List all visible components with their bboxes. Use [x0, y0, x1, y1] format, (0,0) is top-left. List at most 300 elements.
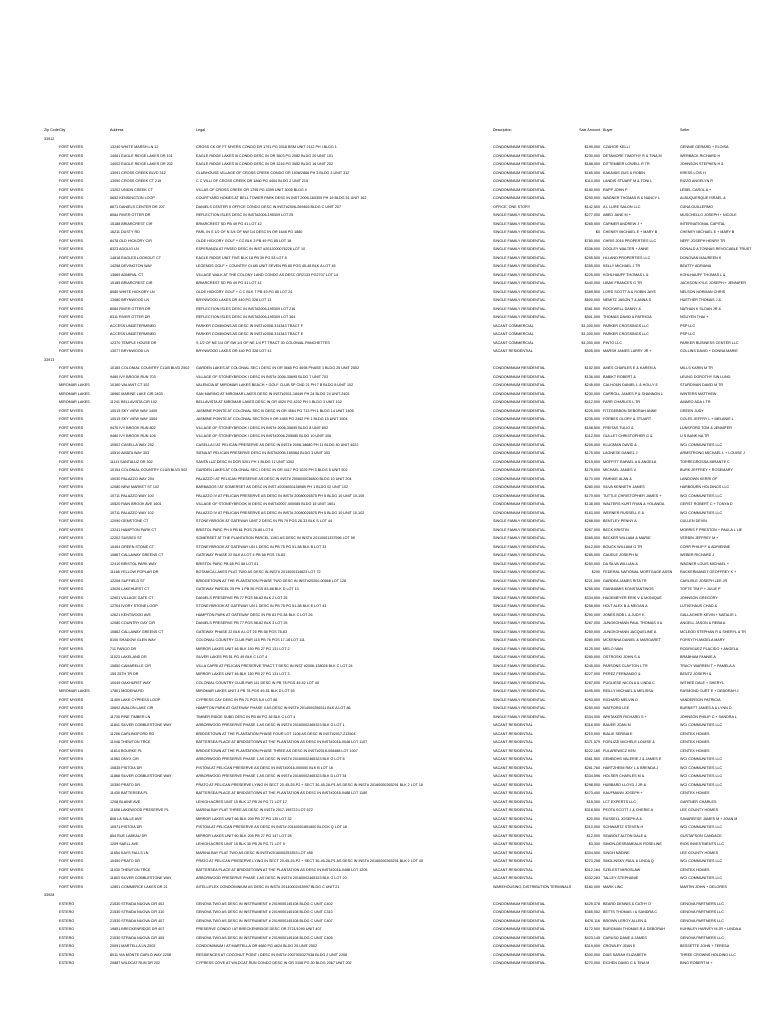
cell-buyer: PEREZ FERNANDO & [603, 672, 641, 676]
cell-address: 11430 BATTERSEA PL [110, 791, 148, 795]
cell-legal: PISTOIA AT PELICAN PRESERVE AS DESC IN INST# 20160001891800 BLOCK Q LOT 18 [196, 825, 347, 829]
cell-seller: PSP LLC [680, 332, 696, 336]
table-row [0, 560, 770, 569]
cell-address: 20091 MARTELLA LN 2502 [110, 944, 156, 948]
table-row [0, 577, 770, 586]
cell-city: FORT MYERS [59, 587, 84, 591]
cell-buyer: MARK LINC [603, 884, 624, 889]
cell-sale-amount: $256,000 [584, 604, 600, 608]
cell-seller: LUNSFORD TOM & JENNIFER [680, 425, 732, 430]
cell-sale-amount: $334,596 [584, 774, 600, 778]
cell-city: FORT MYERS [59, 170, 84, 175]
cell-description: SINGLE FAMILY RESIDENTIAL [493, 544, 546, 549]
table-row [0, 449, 770, 458]
cell-city: FORT MYERS [59, 714, 84, 719]
cell-city: FORT MYERS [59, 570, 84, 574]
cell-sale-amount: $199,000 [584, 145, 600, 149]
cell-address: 11030 THEWTON TRCE [110, 867, 151, 872]
cell-seller: CENTEX HOMES [680, 748, 710, 753]
cell-legal: VILLAGE OF STONEYBROOK III DESC IN INST#2007-000085 BLDG 15 UNIT 1601 [196, 502, 336, 506]
table-row [0, 441, 770, 450]
zip-code-label: 33928 [44, 893, 55, 897]
cell-address: 1259 SAELL AVE [110, 842, 139, 846]
cell-seller: RACKERMANDT GEOFFREY K + [680, 570, 737, 574]
cell-description: VACANT RESIDENTIAL [493, 723, 533, 727]
cell-legal: DANIELS PRESERVE PB 77 PGS 58-62 BLK 2 LOT 25 [196, 595, 288, 600]
cell-city: FORT MYERS [59, 757, 84, 761]
table-row [0, 551, 770, 560]
cell-sale-amount: $270,000 [584, 961, 600, 965]
cell-seller: CARLISLE JOSEPH LEE JR [680, 578, 728, 583]
cell-legal: GENOVA TWO AS DESC IN INSTRUMENT # 2019000145108 BLDG C UNIT C402 [196, 901, 333, 906]
cell-buyer: DETAMORE TIMOTHY R & TINA M [603, 153, 662, 158]
cell-seller: GREEN JUDY [680, 408, 704, 413]
table-row [0, 543, 770, 552]
cell-buyer: NEMITZ JASON T & ANNA S [603, 298, 652, 302]
cell-buyer: BROWN LEROY ALLEN & [603, 918, 647, 923]
cell-address: 11206 CARLINGFORD RD [110, 731, 155, 736]
cell-buyer: CARROLL JAMES P & SHANNON L [603, 391, 664, 396]
cell-seller: MCLEOD STEPHAN R & SHERYL A TR [680, 629, 746, 634]
cell-address: 12202 SUSSEX ST [110, 536, 142, 540]
cell-buyer: CZAHOR KELLI [603, 145, 630, 149]
cell-seller: CHENEY MICHAEL E + MARY B [680, 230, 735, 234]
cell-city: ESTERO [59, 935, 75, 940]
cell-description: VACANT RESIDENTIAL [493, 765, 533, 770]
cell-seller: BESSETTE JOHN + TERESA [680, 944, 730, 948]
cell-legal: VILLAGE OF STONEYBROOK I DESC IN INST# 2006-35695 BLDG 8 UNIT 802 [196, 425, 329, 430]
cell-buyer: RUSSELL JOSEPH A & [603, 816, 643, 821]
cell-description: CONDOMINIUM RESIDENTIAL [493, 442, 546, 447]
table-row [0, 662, 770, 671]
table-row [0, 934, 770, 943]
cell-seller: LEE COUNTY HOMES [680, 808, 719, 812]
cell-legal: GARDEN LAKES AT COLONIAL SEC I DESC IN OR 4417 PG 1029 PH 3 BLDG 5 UNIT 502 [196, 468, 348, 472]
cell-buyer: PEOTA SCOTT J & CHERIE A [603, 808, 654, 812]
cell-seller: BURK JEFFREY + ROSEMARY [680, 468, 733, 472]
cell-buyer: TALLEY STEPHANIE [603, 876, 639, 880]
table-row [0, 390, 770, 399]
cell-sale-amount: $125,000 [584, 646, 600, 651]
cell-description: VACANT COMMERCIAL [493, 323, 534, 328]
table-row [0, 407, 770, 416]
cell-city: FORT MYERS [59, 315, 84, 319]
cell-description: VACANT RESIDENTIAL [493, 757, 533, 761]
cell-legal: TIMBER RIDGE SUBD DESC IN PB 80 PG 36 BLK C LOT 4 [196, 714, 296, 719]
cell-description: SINGLE FAMILY RESIDENTIAL [493, 247, 546, 251]
cell-city: FORT MYERS [59, 723, 84, 727]
cell-legal: JASMINE POINTE AT COLONIAL SEC III DESC IN OR 4564 PG 713 PH 1 BLDG 14 UNIT 1405 [196, 408, 354, 413]
cell-buyer: PARKER CROSSINGS LLC [603, 323, 649, 328]
cell-address: 11111 SANTALUZ DR 302 [110, 459, 153, 464]
cell-address: 711 FARGO DR [110, 646, 137, 651]
cell-address: 12410 BRISTOL PARK WAY [110, 561, 157, 566]
cell-seller: CULLEN DEVIN [680, 519, 707, 523]
cell-legal: ARBORWOOD PRESERVE PHASE 1 AS DESC IN INST# 20160002465323 BLK G LOT 8 [196, 757, 345, 761]
cell-city: FORT MYERS [59, 595, 84, 600]
cell-buyer: SIMON-DESRAMEAUX ROSELINE [603, 842, 662, 846]
cell-seller: NELSON NORMAN CHRIS [680, 289, 726, 294]
cell-sale-amount: $163,000 [584, 510, 600, 515]
cell-sale-amount: $319,000 [584, 944, 600, 948]
cell-legal: S 1/2 OF NE 1/4 OF SW 1/4 OF NE 1/4 PT TRACT 30 COLONIAL PANCHETTES [196, 340, 330, 345]
table-row [0, 738, 770, 747]
cell-address: 19851 BRECKENRIDGE DR 407 [110, 927, 165, 931]
cell-address: 854 RUE LABEAU DR [110, 833, 147, 838]
cell-legal: RESIDENCES AT COCONUT POINT I DESC IN INST# 2007000327038 BLDG 2 UNIT 2208 [196, 952, 348, 957]
cell-legal: JASMINE POINTE AT COLONIAL SECTION II OR 4465 PG 2462 PH 1 BLDG 15 UNIT 1504 [196, 417, 348, 421]
cell-description: CONDOMINIUM RESIDENTIAL [493, 374, 546, 379]
cell-seller: JOHNSON GREGORY [680, 595, 718, 600]
cell-sale-amount: $312,164 [584, 867, 600, 872]
cell-description: CONDOMINIUM RESIDENTIAL [493, 170, 546, 175]
cell-seller: GENOVA PARTNERS LLC [680, 935, 724, 940]
cell-address: 13091 CROSS CREEK BLVD 312 [110, 170, 166, 175]
cell-address: 8084 RIVER OTTER DR [110, 213, 151, 217]
cell-legal: REFLECTION ISLES DESC IN INST#2006-195309 LOT 25 [196, 213, 294, 217]
cell-sale-amount: $225,000 [584, 272, 600, 277]
table-row [0, 764, 770, 773]
cell-city: FORT MYERS [59, 553, 84, 557]
cell-sale-amount: $423,145 [584, 935, 600, 940]
table-row [0, 211, 770, 220]
cell-sale-amount: $200 [591, 570, 600, 574]
cell-legal: PALAZZO IV AT PELICAN PRESERVE AS DESC IN INST# 20080026575 PH 5 BLDG 10 UNIT 10-105 [196, 493, 365, 498]
table-row [0, 186, 770, 195]
cell-buyer: JUNGKOHANN PAUL THOMAS II & [603, 621, 663, 625]
cell-sale-amount: $318,000 [584, 723, 600, 727]
cell-sale-amount: $287,000 [584, 680, 600, 685]
cell-description: VACANT RESIDENTIAL [493, 748, 533, 753]
cell-seller: GENOVA PARTNERS LLC [680, 901, 724, 906]
cell-address: 11730 PINE TIMBER LN [110, 714, 151, 719]
cell-description: CONDOMINIUM RESIDENTIAL [493, 153, 546, 158]
cell-city: FORT MYERS [59, 740, 84, 744]
cell-sale-amount: $473,400 [584, 791, 600, 795]
cell-legal: GATEWAY PARCEL 25 PH 1 PB 55 PGS 83-86 BLK D LOT 13 [196, 587, 299, 591]
cell-seller: STURDIVAN DAVID M TR [680, 383, 724, 387]
cell-buyer: SINGH NADINE [603, 850, 630, 855]
cell-seller: LUTKEHAUS CHAD & [680, 604, 718, 608]
cell-buyer: SZELEST MIROSLAW [603, 867, 641, 872]
table-row [0, 815, 770, 824]
cell-buyer: FREITAS TULIO & [603, 425, 634, 430]
cell-seller: TRACY WARREN T + PAMELA A [680, 663, 735, 668]
cell-address: 15188 BRIARCREST CIR [110, 221, 153, 226]
cell-sale-amount: $12,000 [586, 833, 600, 838]
cell-description: SINGLE FAMILY RESIDENTIAL [493, 697, 546, 702]
cell-legal: PRATO AT PELICAN PRESERVE LYING IN SECT 20-45-25-P2 + SECT 30-45-26-P1 AS DESC IN INST# 20160000265291 BLK 2 LOT 40 [196, 859, 423, 863]
cell-buyer: PINTO LLC [603, 340, 622, 345]
cell-buyer: HARTZHEIM RAY L & BRENDA J [603, 765, 659, 770]
cell-buyer: GARDEA JAMES RITA TR [603, 578, 647, 583]
cell-seller: BEATTY ADRIANA [680, 264, 712, 268]
cell-city: FORT MYERS [59, 859, 84, 863]
cell-seller: AMARO ADA L TR [680, 400, 711, 404]
cell-city: FORT MYERS [59, 213, 84, 217]
cell-sale-amount: $261,760 [584, 765, 600, 770]
table-row [0, 857, 770, 866]
cell-legal: PISTOIA AT PELICAN PRESERVE AS DESC IN INST#2016-000000 BLK B LOT 16 [196, 765, 333, 770]
cell-sale-amount: $267,000 [584, 527, 600, 532]
cell-address: 9470 IVY BROOK RUN 802 [110, 425, 156, 430]
cell-address: 11241 BELLAVISTA CIR 102 [110, 400, 157, 404]
cell-legal: STONEYBROOK AT GATEWAY UN 1 DESC IN PB 75 PG 51-58 BLK E LOT 43 [196, 604, 327, 608]
table-row [0, 245, 770, 254]
cell-sale-amount: $230,000 [584, 391, 600, 396]
cell-sale-amount: $158,500 [584, 425, 600, 430]
cell-legal: INTELLIFLEX CONDOMINIUM AS DESC IN INST# 20140002415997 BLDG C UNIT 21 [196, 884, 340, 889]
cell-sale-amount: $172,500 [584, 927, 600, 931]
cell-city: FORT MYERS [59, 655, 84, 659]
table-row [0, 687, 770, 696]
cell-description: SINGLE FAMILY RESIDENTIAL [493, 655, 546, 659]
cell-seller: WCI COMMUNITIES LLC [680, 774, 723, 778]
cell-legal: DANIELS PRESERVE PB 77 PGS 58-62 BLK 3 LOT 25 [196, 621, 288, 625]
cell-description: SINGLE FAMILY RESIDENTIAL [493, 238, 546, 243]
cell-seller: PSP LLC [680, 323, 696, 328]
cell-seller: GENOVA PARTNERS LLC [680, 910, 724, 914]
cell-seller: ANGELL JASON & REBA A [680, 621, 726, 625]
cell-address: 16211 DUSTY RD [110, 230, 140, 234]
table-row [0, 883, 770, 892]
cell-legal: BRIDGETOWN AT THE PLANTATION PHASE TWO DESC IN INST#20200-00568 LOT 128 [196, 578, 347, 583]
cell-city: FORT MYERS [59, 298, 84, 302]
cell-description: SINGLE FAMILY RESIDENTIAL [493, 289, 546, 294]
cell-seller: DONOVAN MAUREEN K [680, 255, 722, 260]
cell-seller: INTERNATIONAL CAPITAL [680, 221, 726, 226]
cell-sale-amount: $170,000 [584, 493, 600, 498]
cell-seller: WAGNER LOUIS MICHAEL + [680, 561, 730, 566]
cell-description: VACANT RESIDENTIAL [493, 876, 533, 880]
cell-city: FORT MYERS [59, 323, 84, 328]
cell-sale-amount: $235,000 [584, 417, 600, 421]
cell-legal: PARKER COMMONS AS DESC IN INST#2008-314343 TRACT F [196, 323, 303, 328]
cell-description: CONDOMINIUM RESIDENTIAL [493, 425, 546, 430]
cell-legal: VALENCIA AT MIROMAR LAKES BEACH + GOLF CLUB SP CND 21 PH 7 B BLDG 8 UNIT 102 [196, 383, 354, 387]
cell-buyer: RICHARD MELVIN D [603, 697, 638, 702]
cell-description: VACANT RESIDENTIAL [493, 808, 533, 812]
cell-description: SINGLE FAMILY RESIDENTIAL [493, 638, 546, 642]
cell-description: SINGLE FAMILY RESIDENTIAL [493, 213, 546, 217]
cell-sale-amount: $332,283 [584, 876, 600, 880]
cell-city: FORT MYERS [59, 663, 84, 668]
cell-description: CONDOMINIUM RESIDENTIAL [493, 468, 546, 472]
table-row [0, 747, 770, 756]
cell-legal: GARDEN LAKES AT COLONIAL SEC I DESC IN OR 3665 PG 4698 PHASE 1 BLDG 25 UNIT 2502 [196, 366, 359, 370]
cell-buyer: DOOLEY WALTER + ANNE [603, 247, 649, 251]
cell-address: 9480 IVY BROOK RUN 106 [110, 434, 156, 438]
cell-seller: WCI COMMUNITIES LLC [680, 493, 723, 498]
cell-address: 13077 BRYNWOOD LN [110, 349, 150, 353]
cell-seller: BING ROBERT M + [680, 961, 713, 965]
cell-city: FORT MYERS [59, 493, 84, 498]
cell-sale-amount: $285,000 [584, 553, 600, 557]
cell-city: FORT MYERS [59, 459, 84, 464]
cell-legal: CASELLA II AT PELICAN PRESERVE AS DESC IN INST# 2008-18680 PH 11 BLDG 40 UNIT 4022 [196, 442, 359, 447]
cell-buyer: CALHOUN DANIEL L & HOLLY E [603, 383, 658, 387]
cell-address: 10350 PRATO DR [110, 782, 140, 787]
cell-address: 155 25TH TR DR [110, 672, 139, 676]
cell-description: CONDOMINIUM RESIDENTIAL [493, 179, 546, 183]
cell-description: SINGLE FAMILY RESIDENTIAL [493, 281, 546, 285]
cell-address: 10450 PRATO DR [110, 859, 140, 863]
table-row [0, 424, 770, 433]
cell-city: FORT MYERS [59, 408, 84, 413]
cell-buyer: GULLET CHRISTOPHER G & [603, 434, 653, 438]
table-row [0, 432, 770, 441]
table-row [0, 143, 770, 152]
cell-buyer: DITTEMBER LOWELL R TR [603, 162, 650, 166]
cell-legal: CONDOMINIUM I AT MARTELLA OR 4680 PG 4624 BLDG 25 UNIT 2502 [196, 944, 318, 948]
cell-address: 13241 HAMPTON PARK CT [110, 527, 157, 532]
cell-description: CONDOMINIUM RESIDENTIAL [493, 485, 546, 489]
cell-buyer: BETTS THOMAS I & SANDRA C [603, 910, 658, 914]
table-row [0, 339, 770, 348]
cell-legal: BOTANICA LAKES PLAT TWO AS DESC IN INST# 2013000114823 LOT 72 [196, 570, 321, 574]
cell-sale-amount: $250,000 [584, 629, 600, 634]
table-row [0, 679, 770, 688]
cell-legal: GENOVA TWO AS DESC IN INSTRUMENT # 2019000145108 BLDG C UNIT C407 [196, 918, 333, 923]
table-row [0, 959, 770, 968]
cell-sale-amount: $225,000 [584, 408, 600, 413]
cell-sale-amount: $175,000 [584, 468, 600, 472]
cell-city: FORT MYERS [59, 230, 84, 234]
table-row [0, 806, 770, 815]
cell-seller: LANDOWN KERRI OF [680, 476, 718, 481]
cell-buyer: HUBBARD LLOYD J JR & [603, 782, 647, 787]
cell-address: 14258 DEVINGTON WAY [110, 264, 153, 268]
cell-seller: HUETHER THOMAS J & [680, 298, 721, 302]
cell-city: FORT MYERS [59, 680, 84, 685]
cell-legal: BRIDGETOWN AT THE PLANTATION PHASE FOUR LOT 1106 AS DESC IN INST#2017-213504 [196, 731, 356, 736]
cell-legal: OLDE HICKORY GOLF + C C BLK 7 PB 49 PG 85 LOT 24 [196, 289, 293, 294]
cell-sale-amount: $277,000 [584, 213, 600, 217]
header-zip-code: Zip Code [44, 128, 59, 132]
table-row [0, 942, 770, 951]
cell-buyer: SEABOLT ALTON DALE & [603, 833, 647, 838]
cell-description: VACANT RESIDENTIAL [493, 774, 533, 778]
cell-description: CONDOMINIUM RESIDENTIAL [493, 187, 546, 192]
cell-city: FORT MYERS [59, 468, 84, 472]
cell-sale-amount: $20,000 [586, 816, 600, 821]
cell-address: 10711 PALAZZO WAY 102 [110, 510, 154, 515]
table-row [0, 645, 770, 654]
cell-address: 15185 BRIARCREST CIR [110, 281, 153, 285]
cell-description: VACANT COMMERCIAL [493, 340, 534, 345]
cell-city: FORT MYERS [59, 884, 84, 889]
cell-description: CONDOMINIUM RESIDENTIAL [493, 162, 546, 166]
cell-description: SINGLE FAMILY RESIDENTIAL [493, 264, 546, 268]
cell-buyer: KELLY MICHAEL J TR [603, 264, 641, 268]
cell-legal: SILVER LAKES PB 51 PG 49 BLK C LOT 4 [196, 655, 268, 659]
cell-buyer: MCKENNA DANIEL & MARGARET [603, 638, 661, 642]
cell-address: 14081 EAGLE RIDGE LAKES DR 101 [110, 153, 173, 158]
cell-seller: BURNETT JAMES A & LYNN D [680, 706, 732, 710]
table-row [0, 568, 770, 577]
cell-city: MIROMAR LAKES [59, 391, 90, 396]
cell-city: ESTERO [59, 927, 75, 931]
cell-legal: BATTERSEA PLACE AT BRIDGETOWN AT THE PLANTATION AS DESC IN INST#2016-0488 LOT 1205 [196, 867, 368, 872]
cell-sale-amount: $334,000 [584, 714, 600, 719]
cell-sale-amount: $230,000 [584, 153, 600, 158]
cell-description: SINGLE FAMILY RESIDENTIAL [493, 604, 546, 608]
cell-description: SINGLE FAMILY RESIDENTIAL [493, 570, 546, 574]
table-row [0, 772, 770, 781]
cell-legal: REFLECTION ISLES DESC IN INST#2006-195309 LOT 216 [196, 306, 296, 311]
cell-buyer: FULAREWICZ KEN [603, 748, 636, 753]
cell-seller: CENTEX HOMES [680, 867, 710, 872]
cell-city: FORT MYERS [59, 791, 84, 795]
cell-sale-amount: $425,378 [584, 901, 600, 906]
cell-legal: GENOVA TWO AS DESC IN INSTRUMENT # 2019000145108 BLDG C UNIT C405 [196, 935, 333, 940]
cell-seller: GENOVA PARTNERS LLC [680, 918, 724, 923]
table-row [0, 704, 770, 713]
cell-sale-amount: $188,000 [584, 162, 600, 166]
cell-buyer: HI-LAND PROPERTIES LLC [603, 255, 651, 260]
cell-buyer: SMOLINSKY PAUL & LINDA Q [603, 859, 654, 863]
cell-description: SINGLE FAMILY RESIDENTIAL [493, 689, 546, 693]
cell-address: 12208 SUFFIELD ST [110, 578, 145, 583]
header-sale-amount: Sale Amount [579, 128, 600, 132]
cell-seller: TORREGROSSA MIRANTE C [680, 459, 730, 464]
cell-legal: CYPRESS COVE AT WILDCAT RUN CONDO DESC IN OR 3108 PG 30 BLDG 2067 UNIT 202 [196, 961, 352, 965]
cell-description: VACANT RESIDENTIAL [493, 842, 533, 846]
cell-seller: VERBIN JEFFREY M + [680, 536, 719, 540]
cell-legal: BRYNWOOD LAKES DR 440 PG 328 LOT 13 [196, 298, 272, 302]
cell-city: ESTERO [59, 944, 75, 948]
cell-sale-amount: $288,000 [584, 519, 600, 523]
cell-legal: EAGLE RIDGE UNIT FIVE BLK 18 PB 39 PG 53 LOT 8 [196, 255, 287, 260]
table-row [0, 271, 770, 280]
cell-city: MIROMAR LAKES [59, 383, 90, 387]
cell-description: CONDOMINIUM RESIDENTIAL [493, 510, 546, 515]
cell-seller: RIZZO ANGELYN R [680, 179, 713, 183]
cell-sale-amount: $318,500 [584, 808, 600, 812]
cell-description: VACANT RESIDENTIAL [493, 731, 533, 736]
cell-seller: ARMSTRONG MICHAEL L + LOUISE J [680, 451, 745, 455]
cell-description: VACANT RESIDENTIAL [493, 816, 533, 821]
cell-buyer: JUNGKOHANN JACQUELINE A [603, 629, 657, 634]
cell-seller: MUSCHELLO JOSEPH + NICOLE [680, 213, 737, 217]
cell-buyer: WAGNER THOMAS B & NANCY L [603, 196, 661, 200]
cell-legal: MIRROR LAKES UNIT 60 BLK 209 PB 27 PG 147 LOT 28 [196, 833, 292, 838]
cell-city: FORT MYERS [59, 799, 84, 804]
table-row [0, 509, 770, 518]
cell-city: FORT MYERS [59, 612, 84, 617]
cell-sale-amount: $227,000 [584, 672, 600, 676]
cell-description: VACANT RESIDENTIAL [493, 740, 533, 744]
table-row [0, 169, 770, 178]
cell-address: 10510 AMATA WAY 303 [110, 451, 150, 455]
cell-legal: VILLAGE WALK AT THE COLONY LAND CONDO AS DESC OR2133 PG2707 LOT 14 [196, 272, 338, 277]
column-header-row [0, 126, 770, 135]
cell-sale-amount: $600,000 [584, 298, 600, 302]
cell-sale-amount: $412,000 [584, 544, 600, 549]
cell-address: 8011 VIA MONTE CARLO WAY 2208 [110, 952, 171, 957]
zip-code-label: 33913 [44, 357, 55, 362]
cell-buyer: WALTERS KURT RYAN & YOLANDA [603, 502, 665, 506]
cell-description: CONDOMINIUM RESIDENTIAL [493, 493, 546, 498]
cell-sale-amount: $389,500 [584, 289, 600, 294]
table-row [0, 262, 770, 271]
cell-address: 13202 UNION CREEK CT [110, 187, 153, 192]
cell-buyer: MELO IVAN [603, 646, 623, 651]
cell-buyer: SILVA KENNETH JAMES [603, 485, 645, 489]
cell-buyer: WHITAKER RICHARD S + [603, 714, 647, 719]
cell-legal: PRATO AT PELICAN PRESERVE LYING IN SECT 20-45-25-P2 + SECT 30-45-26-P1 AS DESC IN INST# 20160000265291 BLK 2 LOT 16 [196, 782, 423, 787]
cell-legal: PARKER COMMONS AS DESC IN INST#2008-314343 TRACT E [196, 332, 304, 336]
